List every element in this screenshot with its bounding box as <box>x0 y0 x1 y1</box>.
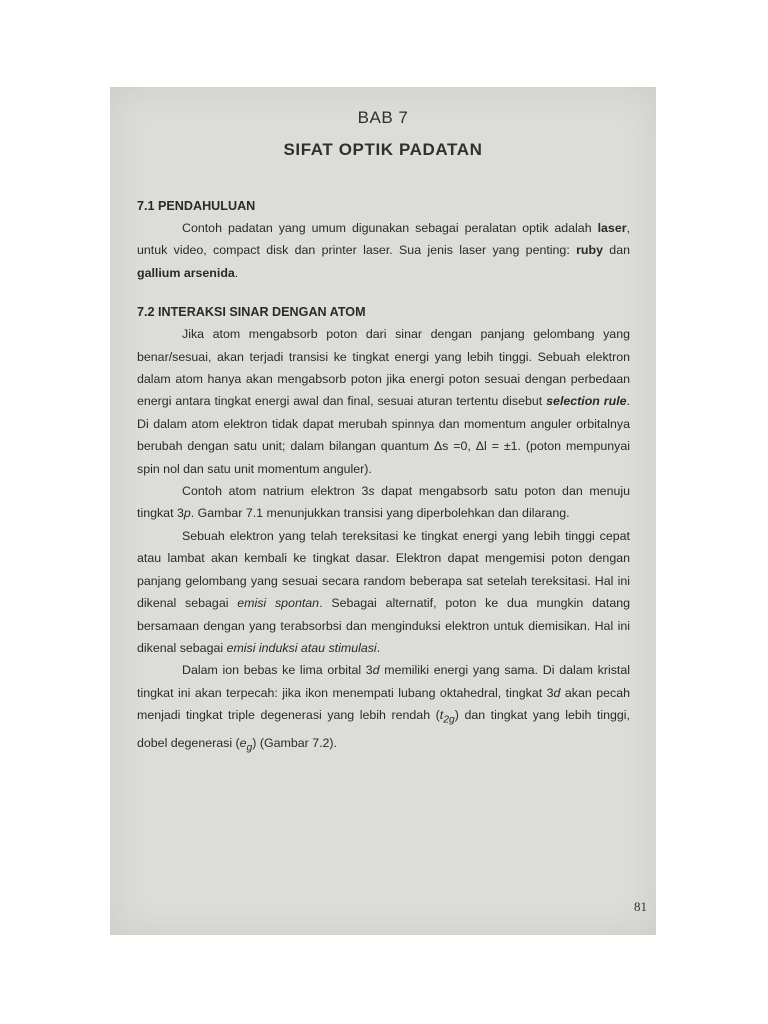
text-run: e <box>239 736 247 750</box>
paragraph: Contoh padatan yang umum digunakan sebagai peralatan optik adalah laser, untuk video, compact disk dan printer laser. Sua jenis laser yang penting: ruby dan gallium arsenida. <box>137 221 630 280</box>
paragraph: Sebuah elektron yang telah tereksitasi ke tingkat energi yang lebih tinggi cepat atau lambat akan kembali ke tingkat dasar. Elektron dapat mengemisi poton dengan panjang gelombang yang sesuai secara random beberapa sat setelah tereksitasi. Hal ini dikenal sebagai emisi spontan. Sebagai alternatif, poton ke dua mungkin datang bersamaan dengan yang terabsorbsi dan menginduksi elektron untuk diemisikan. Hal ini dikenal sebagai emisi induksi atau stimulasi. <box>137 528 631 655</box>
text-run: emisi spontan <box>237 596 320 611</box>
section-heading-7-1: 7.1 PENDAHULUAN <box>137 199 256 213</box>
paragraph: Dalam ion bebas ke lima orbital 3d memiliki energi yang sama. Di dalam kristal tingkat ini akan terpecah: jika ikon menempati lubang oktahedral, tingkat 3d akan pecah menjadi tingkat triple degenerasi yang lebih rendah $(t_{2g})$ dan tingkat yang lebih tinggi, dobel degenerasi $(e_g)$ (Gambar 7.2). <box>137 663 630 754</box>
text-run: d <box>372 663 380 678</box>
text-run: s <box>368 484 375 499</box>
text-run: g <box>246 742 253 754</box>
text-run: t <box>439 708 444 723</box>
paragraph: Contoh atom natrium elektron 3s dapat mengabsorb satu poton dan menuju tingkat 3p. Gambar 7.1 menunjukkan transisi yang diperbolehkan dan dilarang. <box>137 484 630 521</box>
text-run: ruby <box>576 243 603 258</box>
section-heading-7-2: 7.2 INTERAKSI SINAR DENGAN ATOM <box>137 305 366 320</box>
page-content <box>137 195 630 760</box>
book-page <box>110 87 656 935</box>
chapter-number: BAB 7 <box>357 108 409 127</box>
page-number: 81 <box>634 899 647 914</box>
text-run: 2g <box>443 714 455 726</box>
paragraph: Jika atom mengabsorb poton dari sinar dengan panjang gelombang yang benar/sesuai, akan terjadi transisi ke tingkat energi yang lebih tinggi. Sebuah elektron dalam atom hanya akan mengabsorb poton jika energi poton sesuai dengan perbedaan energi antara tingkat energi awal dan final, sesuai aturan tertentu disebut selection rule. Di dalam atom elektron tidak dapat merubah spinnya dan momentum anguler orbitalnya berubah dengan satu unit; dalam bilangan quantum Δs =0, Δl = ±1. (poton mempunyai spin nol dan satu unit momentum anguler). <box>137 327 630 476</box>
text-run: laser <box>597 221 627 235</box>
text-run: emisi induksi atau stimulasi <box>226 640 377 655</box>
section-gap <box>137 284 630 301</box>
text-run: selection rule <box>546 394 627 409</box>
text-run: gallium arsenida <box>137 265 235 280</box>
text-run: d <box>553 685 561 700</box>
chapter-title: SIFAT OPTIK PADATAN <box>283 140 483 159</box>
text-run: p <box>183 506 191 521</box>
